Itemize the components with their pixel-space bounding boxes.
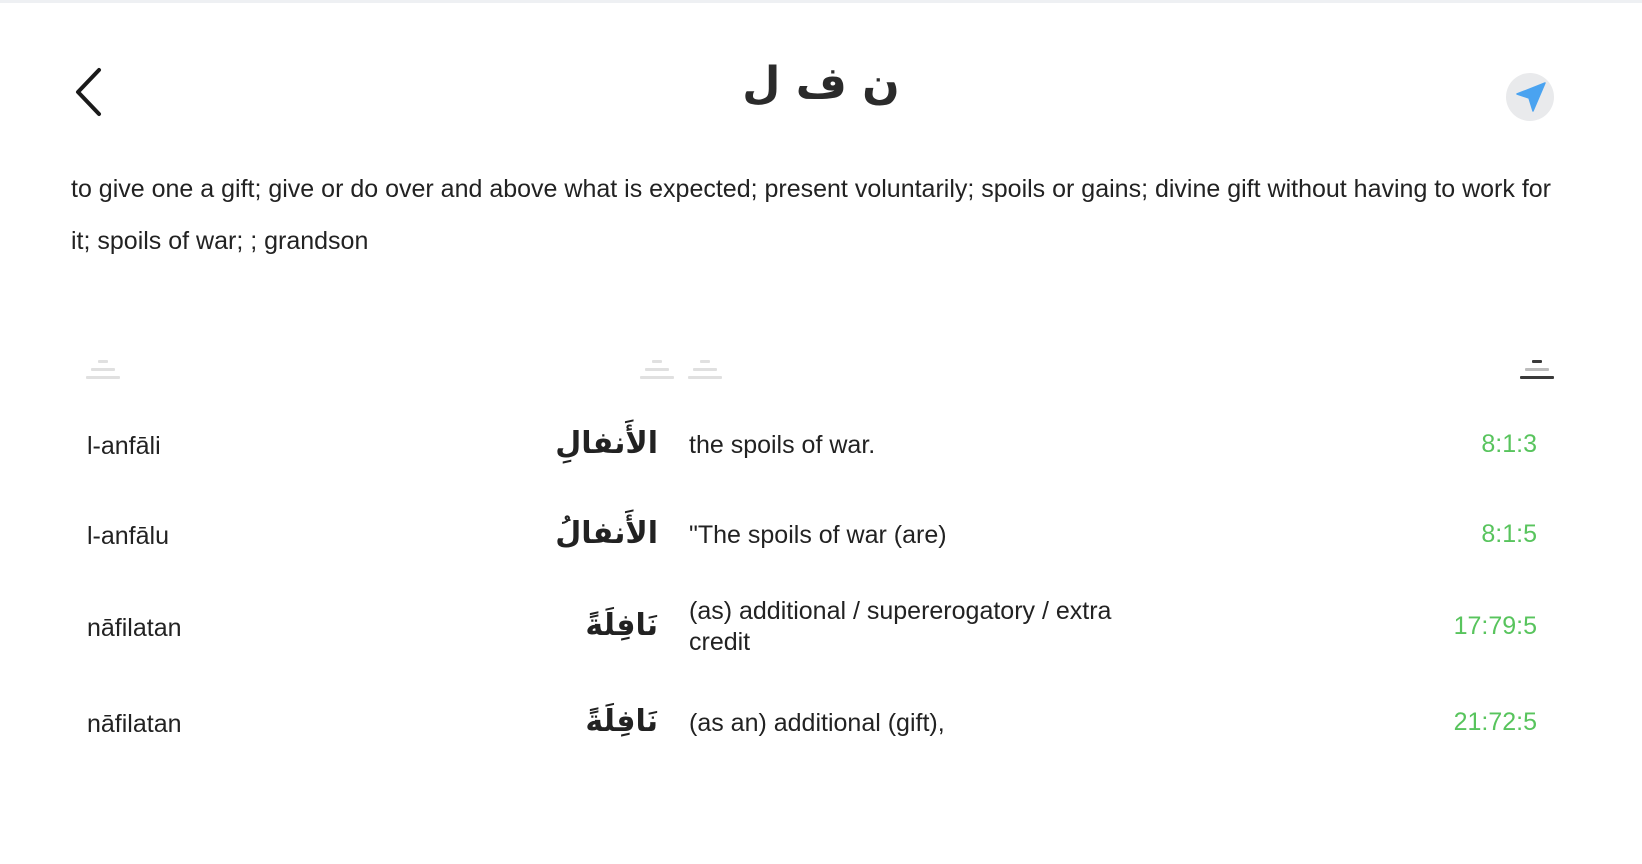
reference-link[interactable]: 21:72:5 <box>1453 708 1537 736</box>
arabic-cell: الأَنفالِ <box>555 426 658 461</box>
sort-arabic-icon[interactable] <box>640 360 674 384</box>
arabic-cell: نَافِلَةً <box>585 704 658 739</box>
navigation-arrow-icon <box>1514 80 1548 114</box>
meaning-cell: (as) additional / supererogatory / extra credit <box>689 597 1112 656</box>
reference-link[interactable]: 8:1:3 <box>1481 430 1537 458</box>
page-title: ن ف ل <box>742 58 900 109</box>
sort-meaning-icon[interactable] <box>688 360 722 384</box>
translit-cell: l-anfāli <box>87 432 161 460</box>
arabic-cell: الأَنفالُ <box>555 516 658 551</box>
table-row[interactable] <box>0 706 1642 746</box>
translit-cell: nāfilatan <box>87 710 182 738</box>
meaning-cell: the spoils of war. <box>689 431 876 459</box>
reference-link[interactable]: 17:79:5 <box>1453 612 1537 640</box>
page-header <box>0 0 1642 160</box>
arabic-cell: نَافِلَةً <box>585 608 658 643</box>
reference-link[interactable]: 8:1:5 <box>1481 520 1537 548</box>
meaning-cell: "The spoils of war (are) <box>689 521 947 549</box>
table-row[interactable] <box>0 518 1642 558</box>
table-row[interactable] <box>0 428 1642 468</box>
sort-reference-icon[interactable] <box>1520 360 1554 384</box>
share-button[interactable] <box>1506 73 1554 121</box>
translit-cell: nāfilatan <box>87 614 182 642</box>
table-row[interactable] <box>0 596 1642 662</box>
sort-translit-icon[interactable] <box>86 360 120 384</box>
meaning-cell: (as an) additional (gift), <box>689 709 945 737</box>
translit-cell: l-anfālu <box>87 522 169 550</box>
root-definition: to give one a gift; give or do over and above what is expected; present voluntarily; spoils or gains; divine gift without having to work for it; spoils of war; ; grandson <box>71 175 1551 255</box>
